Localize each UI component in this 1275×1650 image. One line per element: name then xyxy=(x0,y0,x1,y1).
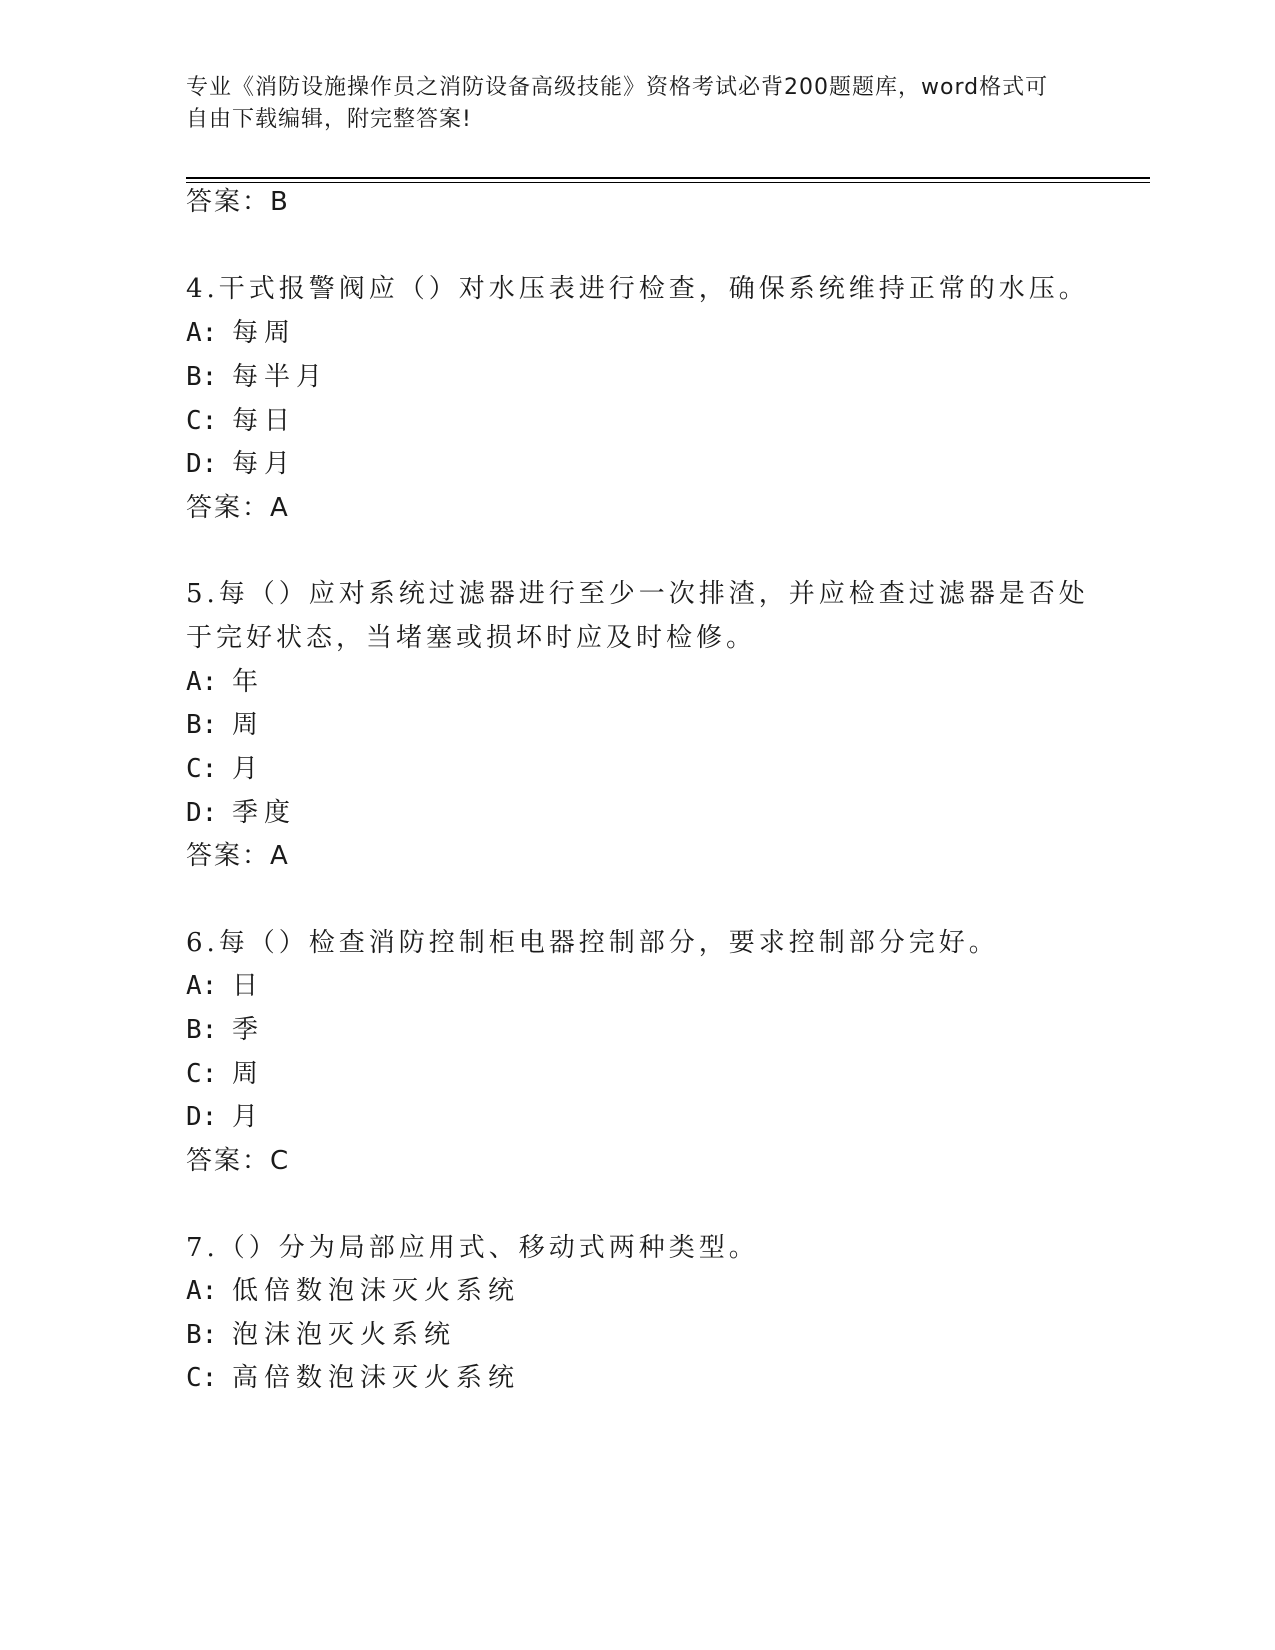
option-text: 周 xyxy=(232,710,265,740)
question-6-stem: 6.每（）检查消防控制柜电器控制部分，要求控制部分完好。 xyxy=(186,928,999,958)
option-label: D: xyxy=(186,449,218,479)
option-text: 高倍数泡沫灭火系统 xyxy=(232,1363,521,1393)
option-text: 每半月 xyxy=(232,362,329,392)
question-4-stem: 4.干式报警阀应（）对水压表进行检查，确保系统维持正常的水压。 xyxy=(186,274,1089,304)
question-5-option-a xyxy=(186,666,264,698)
answer-q4: 答案：A xyxy=(186,493,290,523)
option-text: 年 xyxy=(232,667,265,697)
option-label: B: xyxy=(186,710,218,740)
question-7-option-c xyxy=(186,1362,520,1394)
question-6-option-c xyxy=(186,1058,264,1090)
option-label: A: xyxy=(186,1276,218,1306)
document-header: 专业《消防设施操作员之消防设备高级技能》资格考试必背200题题库，word格式可自由下载编辑，附完整答案! xyxy=(186,75,1049,132)
question-6-option-b xyxy=(186,1014,264,1046)
question-5-option-d xyxy=(186,797,296,829)
option-label: D: xyxy=(186,1102,218,1132)
option-label: A: xyxy=(186,318,218,348)
option-text: 周 xyxy=(232,1059,265,1089)
option-label: B: xyxy=(186,1015,218,1045)
option-text: 每日 xyxy=(232,406,297,436)
option-label: B: xyxy=(186,1320,218,1350)
option-label: A: xyxy=(186,667,218,697)
option-text: 季 xyxy=(232,1015,265,1045)
option-text: 季度 xyxy=(232,798,297,828)
option-label: B: xyxy=(186,362,218,392)
question-6-option-d xyxy=(186,1101,264,1133)
question-4-option-b xyxy=(186,361,328,393)
question-7-option-a xyxy=(186,1275,520,1307)
answer-q6: 答案：C xyxy=(186,1146,291,1176)
question-4-option-d xyxy=(186,448,296,480)
option-text: 低倍数泡沫灭火系统 xyxy=(232,1276,521,1306)
question-4-option-a xyxy=(186,317,296,349)
option-label: C: xyxy=(186,406,218,436)
option-text: 每月 xyxy=(232,449,297,479)
option-text: 月 xyxy=(232,1102,265,1132)
option-label: C: xyxy=(186,1363,218,1393)
answer-q5: 答案：A xyxy=(186,841,290,871)
option-text: 每周 xyxy=(232,318,297,348)
option-label: C: xyxy=(186,754,218,784)
question-5-stem-line1: 5.每（）应对系统过滤器进行至少一次排渣，并应检查过滤器是否处 xyxy=(186,579,1089,609)
option-label: A: xyxy=(186,971,218,1001)
header-rule-thick xyxy=(186,177,1150,179)
option-label: D: xyxy=(186,798,218,828)
question-5-option-b xyxy=(186,709,264,741)
option-text: 泡沫泡灭火系统 xyxy=(232,1320,457,1350)
answer-prev: 答案：B xyxy=(186,187,290,217)
option-label: C: xyxy=(186,1059,218,1089)
question-5-stem-line2: 于完好状态，当堵塞或损坏时应及时检修。 xyxy=(186,623,757,653)
header-rule-thin xyxy=(186,182,1150,183)
question-7-option-b xyxy=(186,1319,456,1351)
question-6-option-a xyxy=(186,970,264,1002)
option-text: 日 xyxy=(232,971,265,1001)
question-7-stem: 7.（）分为局部应用式、移动式两种类型。 xyxy=(186,1233,759,1263)
question-4-option-c xyxy=(186,405,296,437)
question-5-option-c xyxy=(186,753,264,785)
option-text: 月 xyxy=(232,754,265,784)
